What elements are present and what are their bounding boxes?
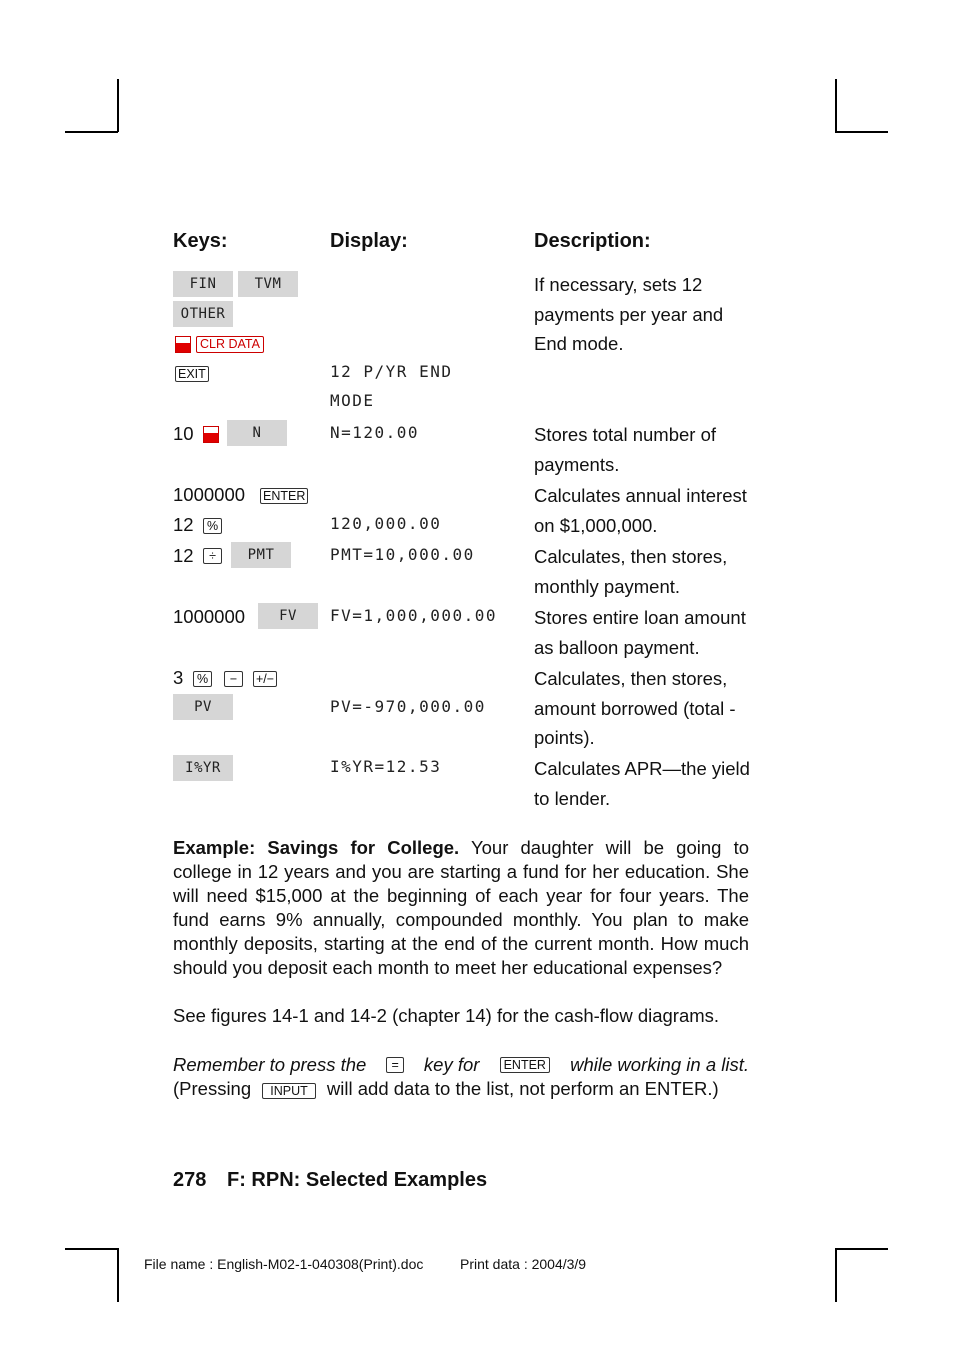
description-line: amount borrowed (total -: [534, 698, 736, 719]
percent-key[interactable]: %: [203, 518, 222, 534]
description-line: as balloon payment.: [534, 637, 700, 658]
minus-key[interactable]: −: [224, 671, 243, 687]
enter-key[interactable]: ENTER: [260, 488, 308, 504]
description-line: monthly payment.: [534, 576, 681, 597]
description-line: to lender.: [534, 788, 611, 809]
display-header: Display:: [330, 230, 408, 252]
fv-softkey[interactable]: FV: [258, 603, 318, 629]
description-line: Stores entire loan amount: [534, 607, 746, 628]
change-sign-key[interactable]: +/−: [253, 671, 277, 687]
display-interest: 120,000.00: [330, 514, 442, 533]
shift-key-icon[interactable]: [203, 426, 219, 443]
tvm-softkey[interactable]: TVM: [238, 271, 298, 297]
fin-softkey[interactable]: FIN: [173, 271, 233, 297]
example-title: Example: Savings for College.: [173, 837, 460, 858]
example-paragraph: [173, 836, 749, 980]
remember-text-2: key for: [423, 1054, 480, 1075]
description-line: payments per year and: [534, 304, 724, 325]
key-entry-12: 12: [173, 545, 194, 566]
shift-key-icon[interactable]: [175, 336, 191, 353]
crop-mark-bl-v: [117, 1248, 119, 1302]
section-title: F: RPN: Selected Examples: [227, 1169, 488, 1191]
description-line: Calculates, then stores,: [534, 546, 728, 567]
keys-header: Keys:: [173, 230, 228, 252]
n-softkey[interactable]: N: [227, 420, 287, 446]
remember-text-1: Remember to press the: [173, 1054, 367, 1075]
remember-text-5: will add data to the list, not perform an ENTER.): [326, 1078, 719, 1099]
description-line: on $1,000,000.: [534, 515, 658, 536]
equals-key[interactable]: =: [386, 1057, 403, 1073]
percent-key[interactable]: %: [193, 671, 212, 687]
clr-data-key[interactable]: CLR DATA: [196, 336, 264, 353]
exit-key[interactable]: EXIT: [175, 366, 209, 382]
description-line: If necessary, sets 12: [534, 274, 703, 295]
display-mode: MODE: [330, 391, 375, 410]
description-line: Calculates, then stores,: [534, 668, 728, 689]
description-line: End mode.: [534, 333, 624, 354]
display-iyr: I%YR=12.53: [330, 757, 442, 776]
remember-text-4: (Pressing: [173, 1078, 252, 1099]
divide-key[interactable]: ÷: [203, 548, 222, 564]
crop-mark-br-h: [835, 1248, 888, 1250]
description-line: Stores total number of: [534, 424, 717, 445]
crop-mark-tl-v: [117, 79, 119, 132]
key-entry-1000000: 1000000: [173, 606, 246, 627]
description-line: points).: [534, 727, 595, 748]
file-name: File name : English-M02-1-040308(Print).doc: [144, 1256, 424, 1272]
display-fv: FV=1,000,000.00: [330, 606, 497, 625]
description-line: Calculates annual interest: [534, 485, 747, 506]
pv-softkey[interactable]: PV: [173, 694, 233, 720]
remember-text-3: while working in a list.: [570, 1054, 749, 1075]
remember-line-1: [173, 1053, 749, 1077]
display-pyr-end: 12 P/YR END: [330, 362, 453, 381]
crop-mark-br-v: [835, 1248, 837, 1302]
pmt-softkey[interactable]: PMT: [231, 542, 291, 568]
crop-mark-tl-h: [65, 131, 118, 133]
example-text: Your daughter will be going to college in 12 years and you are starting a fund for her education. She will need $15,000 at the beginning of each year for four years. The fund earns 9% annually, compounded monthly. You plan to make monthly deposits, starting at the end of the current month. How much should you deposit each month to meet her educational expenses?: [173, 837, 749, 978]
i-yr-softkey[interactable]: I%YR: [173, 755, 233, 781]
print-date: Print data : 2004/3/9: [460, 1256, 587, 1272]
description-header: Description:: [534, 230, 651, 252]
crop-mark-bl-h: [65, 1248, 118, 1250]
description-line: payments.: [534, 454, 620, 475]
display-pmt: PMT=10,000.00: [330, 545, 475, 564]
display-pv: PV=-970,000.00: [330, 697, 486, 716]
enter-key[interactable]: ENTER: [500, 1057, 550, 1073]
key-entry-12: 12: [173, 514, 194, 535]
crop-mark-tr-v: [835, 79, 837, 132]
crop-mark-tr-h: [835, 131, 888, 133]
display-n: N=120.00: [330, 423, 420, 442]
page-number: 278: [173, 1169, 207, 1191]
see-figures-text: See figures 14-1 and 14-2 (chapter 14) for the cash-flow diagrams.: [173, 1005, 720, 1026]
other-softkey[interactable]: OTHER: [173, 301, 233, 327]
remember-line-2: [173, 1077, 719, 1101]
input-key[interactable]: INPUT: [262, 1083, 316, 1099]
key-entry-3: 3: [173, 667, 184, 688]
description-line: Calculates APR—the yield: [534, 758, 750, 779]
key-entry-1000000: 1000000: [173, 484, 246, 505]
key-entry-10: 10: [173, 423, 194, 444]
